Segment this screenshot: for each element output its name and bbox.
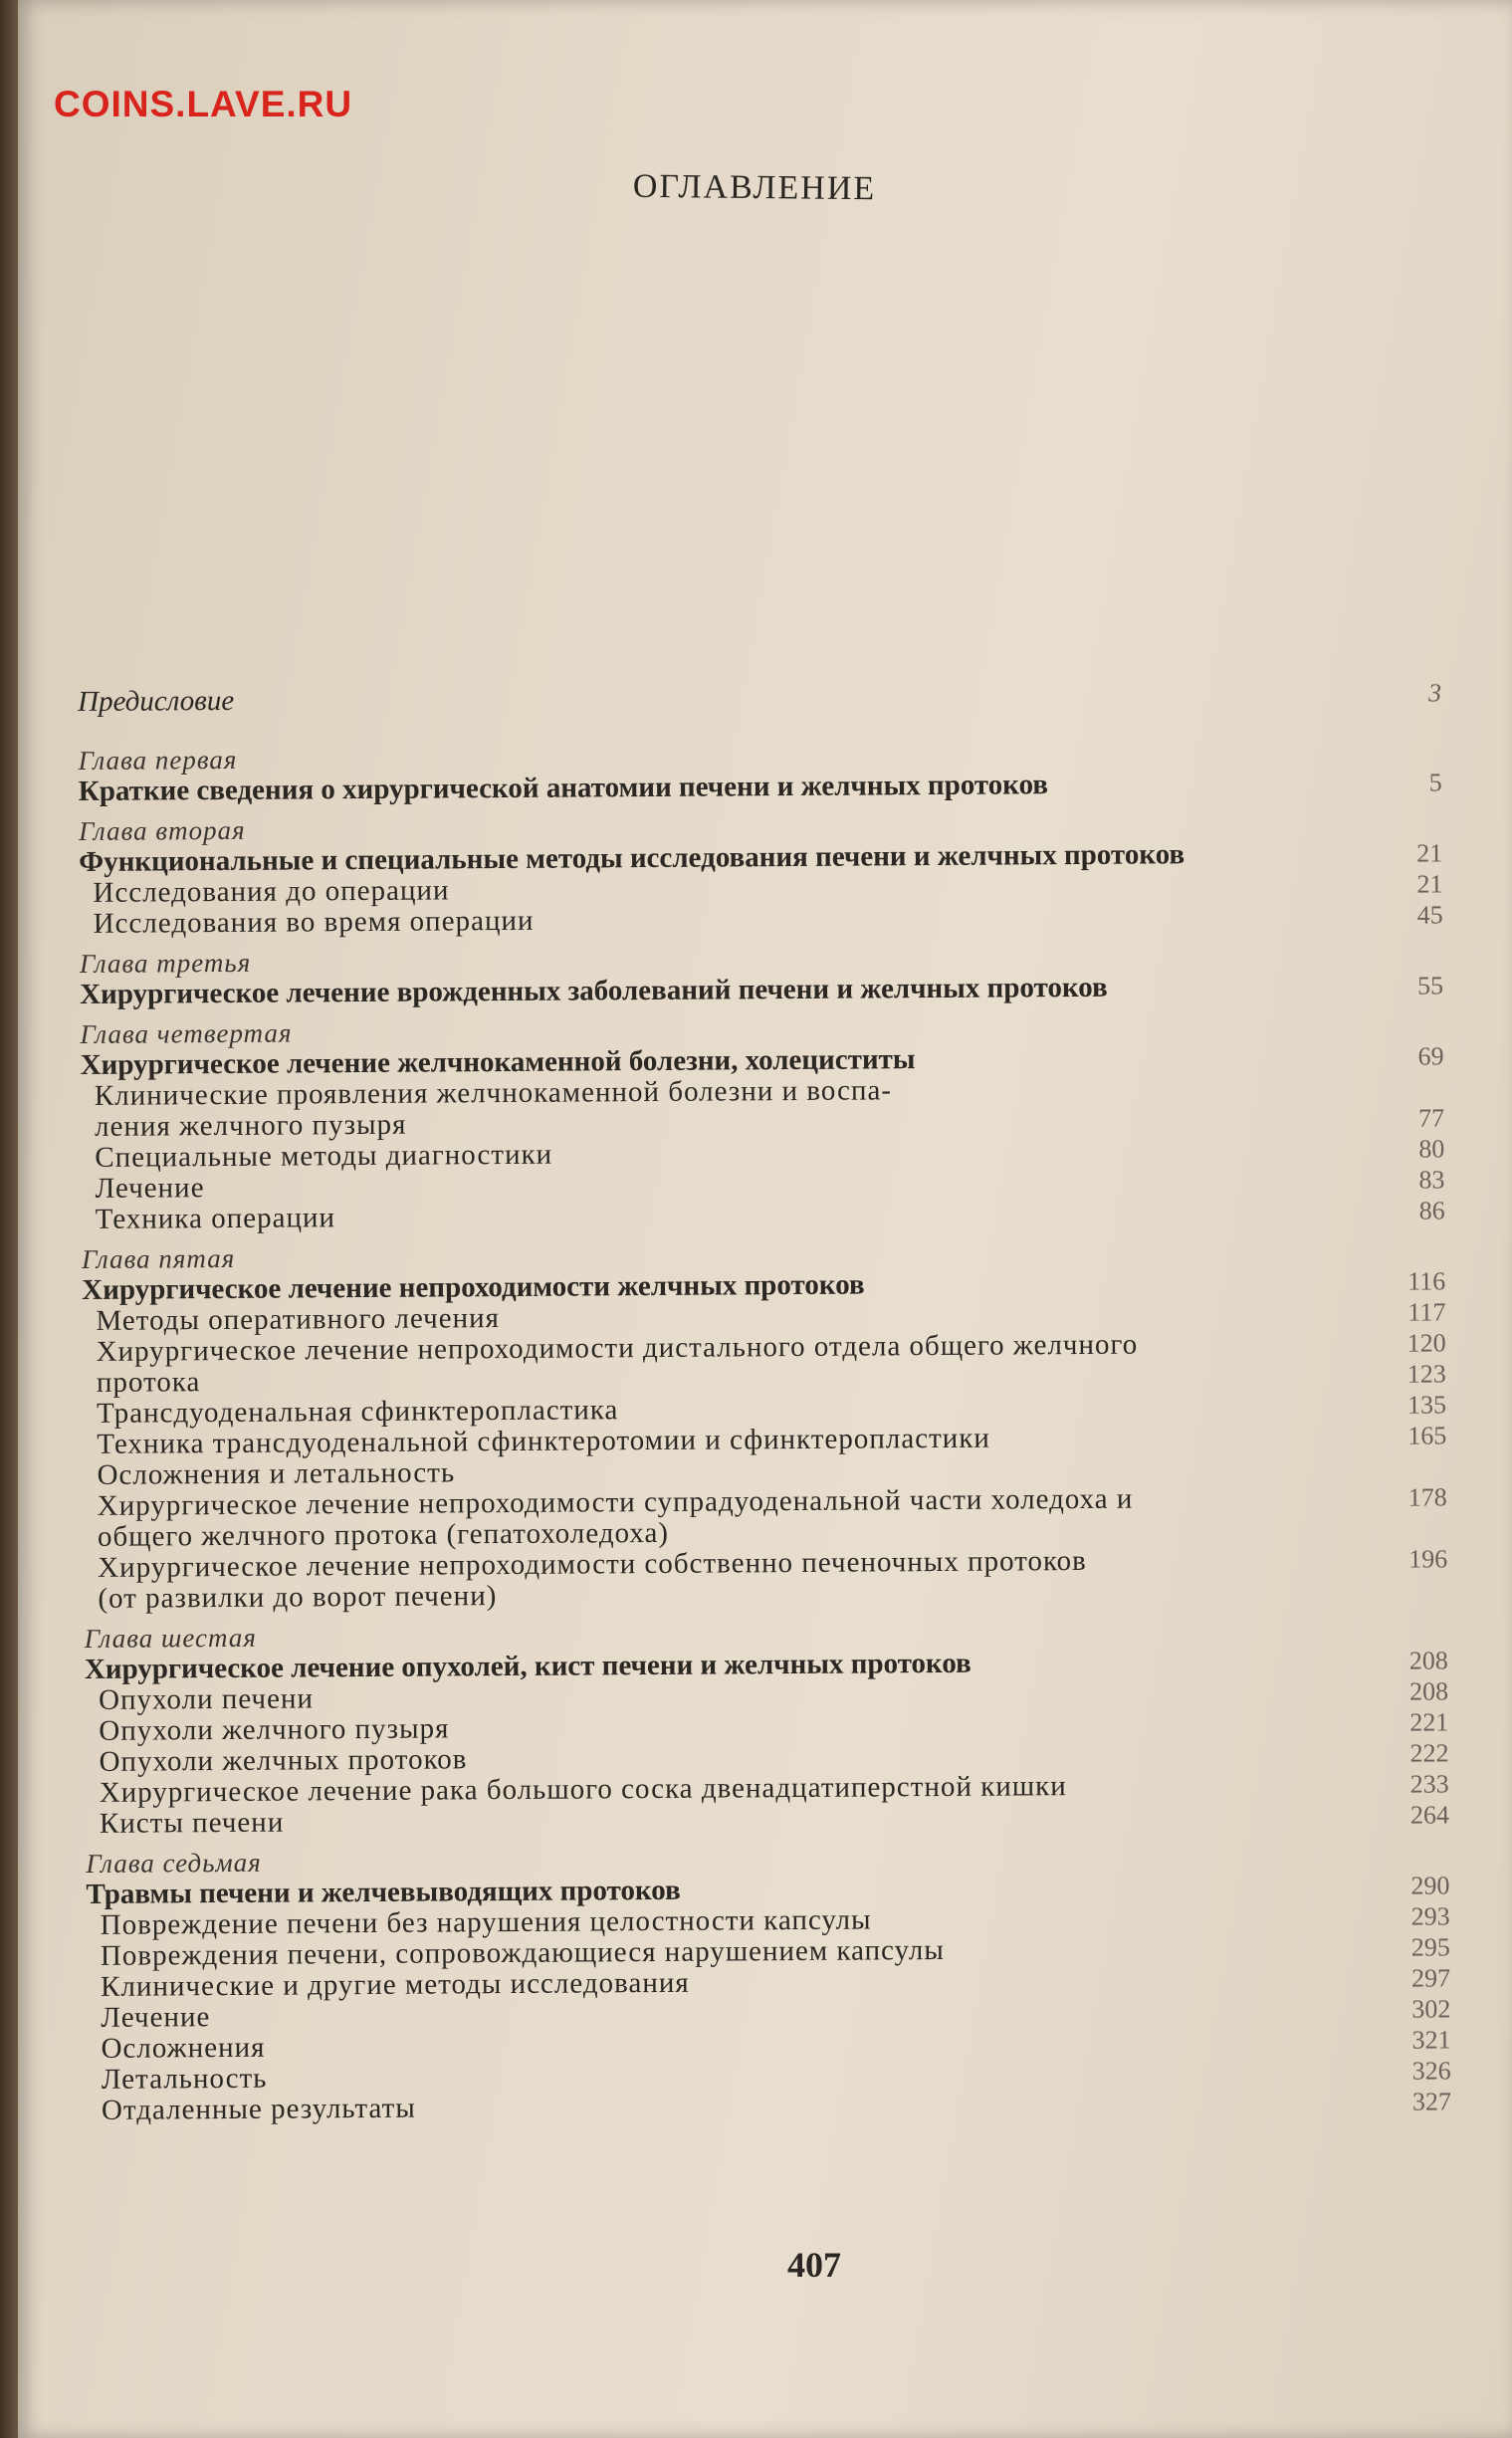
entry-title: общего желчного протока (гепатохоледоха): [97, 1516, 670, 1553]
entry-title: Исследования во время операции: [93, 904, 535, 940]
entry-title: Хирургическое лечение непроходимости дистального отдела общего желчного: [96, 1328, 1139, 1368]
chapter-block: [79, 805, 1443, 940]
chapter-label: Глава седьмая: [86, 1847, 262, 1879]
table-of-contents: [78, 677, 1451, 2126]
entry-page: 293: [1410, 1901, 1450, 1931]
book-spine-edge: [0, 0, 18, 2438]
entry-page: 196: [1408, 1544, 1448, 1574]
entry-title: Повреждения печени, сопровождающиеся нарушением капсулы: [100, 1933, 945, 1972]
entry-title: Осложнения и летальность: [97, 1456, 456, 1491]
entry-page: 5: [1428, 768, 1442, 797]
chapter-block: [80, 1008, 1444, 1235]
entry-title: Лечение: [101, 2001, 211, 2034]
entry-title: Трансдуоденальная сфинктеропластика: [96, 1394, 619, 1430]
entry-page: 120: [1406, 1328, 1446, 1358]
chapter-block: [86, 1838, 1451, 2126]
chapter-label: Глава пятая: [81, 1242, 236, 1274]
chapter-label: Глава четвертая: [80, 1017, 293, 1049]
entry-page: 222: [1409, 1738, 1449, 1768]
entry-page: 208: [1408, 1646, 1448, 1675]
entry-title: Осложнения: [101, 2031, 266, 2065]
entry-title: Повреждение печени без нарушения целостности капсулы: [100, 1903, 872, 1941]
book-page: [18, 0, 1512, 2438]
entry-title: Лечение: [95, 1172, 205, 1205]
entry-page: 77: [1417, 1103, 1445, 1133]
entry-page: 69: [1417, 1041, 1444, 1071]
entry-title: Хирургическое лечение рака большого соска двенадцатиперстной кишки: [99, 1770, 1067, 1809]
preface-page: 3: [1427, 678, 1442, 708]
page-number: 407: [787, 2245, 841, 2285]
entry-title: Хирургическое лечение непроходимости супрадуоденальной части холедоха и: [97, 1482, 1134, 1522]
entry-title: (от развилки до ворот печени): [98, 1580, 498, 1615]
entry-page: 45: [1416, 900, 1443, 930]
entry-page: 290: [1410, 1871, 1450, 1900]
entry-title: Клинические и другие методы исследования: [101, 1966, 690, 2003]
entry-page: 295: [1410, 1932, 1450, 1962]
entry-page: 327: [1411, 2087, 1452, 2116]
entry-page: 116: [1407, 1266, 1446, 1296]
chapter-label: Глава первая: [78, 744, 238, 776]
entry-title: Краткие сведения о хирургической анатомии печени и желчных протоков: [78, 769, 1049, 807]
chapter-block: [82, 1233, 1448, 1615]
entry-page: 165: [1407, 1421, 1447, 1450]
preface-row: [78, 677, 1441, 737]
entry-page: 83: [1418, 1165, 1445, 1195]
entry-title: Исследования до операции: [93, 874, 450, 909]
entry-page: 80: [1418, 1134, 1445, 1164]
preface-label: Предисловие: [77, 684, 235, 718]
entry-title: Хирургическое лечение непроходимости собственно печеночных протоков: [98, 1544, 1087, 1584]
entry-title: Техника операции: [95, 1202, 336, 1235]
entry-title: Летальность: [101, 2062, 268, 2096]
chapter-label: Глава третья: [79, 947, 252, 979]
entry-page: 117: [1407, 1297, 1446, 1327]
entry-title: Хирургическое лечение врожденных заболеваний печени и желчных протоков: [80, 971, 1108, 1010]
entry-page: 326: [1411, 2056, 1451, 2086]
chapter-label: Глава вторая: [78, 814, 246, 846]
entry-title: Специальные методы диагностики: [95, 1138, 553, 1174]
chapter-block: [78, 735, 1441, 807]
entry-page: 321: [1411, 2025, 1451, 2055]
chapter-block: [80, 938, 1443, 1010]
entry-title: Опухоли желчных протоков: [99, 1743, 468, 1778]
entry-page: 123: [1406, 1359, 1446, 1389]
entry-title: ления желчного пузыря: [94, 1108, 407, 1143]
entry-title: Техника трансдуоденальной сфинктеротомии и сфинктеропластики: [97, 1422, 990, 1460]
entry-title: Хирургическое лечение опухолей, кист печени и желчных протоков: [84, 1647, 972, 1685]
entry-page: 233: [1409, 1769, 1449, 1799]
entry-title: Опухоли желчного пузыря: [99, 1712, 450, 1747]
entry-title: Методы оперативного лечения: [96, 1302, 501, 1337]
entry-title: Опухоли печени: [98, 1682, 315, 1716]
entry-title: протока: [96, 1366, 201, 1399]
watermark: COINS.LAVE.RU: [54, 84, 353, 124]
entry-title: Травмы печени и желчевыводящих протоков: [86, 1874, 681, 1910]
entry-page: 21: [1416, 869, 1443, 899]
entry-page: 135: [1406, 1390, 1447, 1420]
entry-page: 21: [1416, 838, 1443, 868]
entry-page: 55: [1417, 971, 1444, 1000]
entry-page: 208: [1408, 1676, 1449, 1706]
entry-title: Кисты печени: [99, 1806, 285, 1840]
entry-page: 264: [1409, 1800, 1450, 1830]
entry-title: Клинические проявления желчнокаменной болезни и воспа-: [94, 1074, 893, 1112]
chapter-block: [85, 1613, 1449, 1840]
entry-page: 178: [1407, 1482, 1447, 1512]
entry-title: Отдаленные результаты: [101, 2092, 416, 2126]
entry-title: Хирургическое лечение желчнокаменной болезни, холециститы: [80, 1043, 916, 1081]
entry-page: 221: [1409, 1707, 1449, 1737]
page-title: ОГЛАВЛЕНИЕ: [632, 167, 877, 208]
entry-title: Функциональные и специальные методы исследования печени и желчных протоков: [79, 838, 1186, 878]
entry-page: 86: [1418, 1196, 1445, 1225]
entry-page: 297: [1410, 1963, 1451, 1993]
chapter-label: Глава шестая: [84, 1622, 257, 1654]
entry-title: Хирургическое лечение непроходимости желчных протоков: [82, 1268, 865, 1306]
entry-page: 302: [1411, 1994, 1451, 2024]
